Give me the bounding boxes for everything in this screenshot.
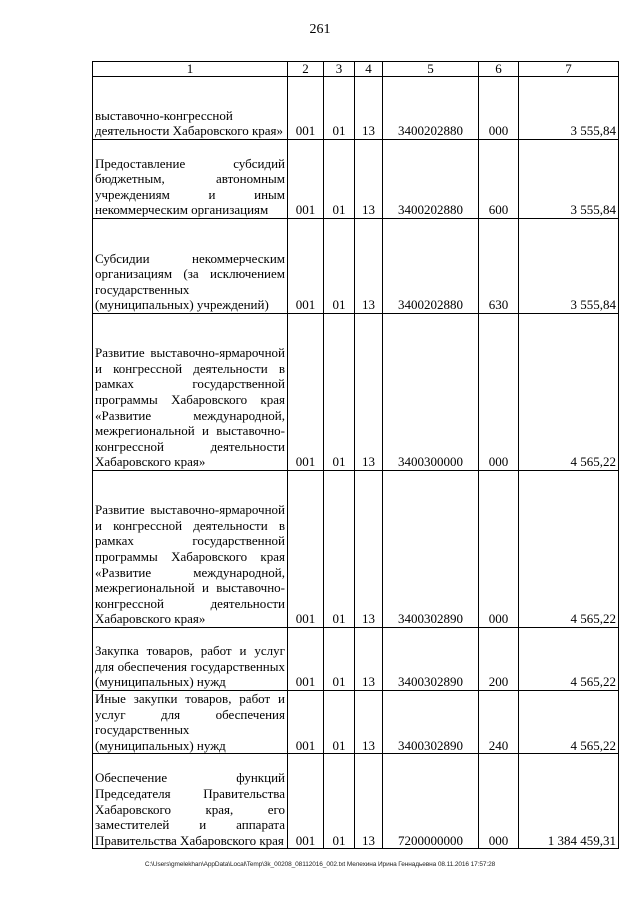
table-row — [93, 314, 619, 471]
row-name-cell: Развитие выставочно-ярмарочной и конгрессной деятельности в рамках государственной программы Хабаровского края «Развитие международной, межрегиональной и выставочно-конгрессной деятельности Хабаровского края» — [93, 314, 288, 471]
row-code-cell: 001 — [288, 219, 324, 314]
row-subsection-cell: 13 — [355, 77, 383, 140]
row-amount-cell: 4 565,22 — [519, 314, 619, 471]
row-amount-cell: 4 565,22 — [519, 628, 619, 691]
table-row — [93, 77, 619, 140]
row-name-cell: Обеспечение функций Председателя Правительства Хабаровского края, его заместителей и аппарата Правительства Хабаровского края — [93, 754, 288, 849]
table-header-row — [93, 62, 619, 77]
column-header: 3 — [324, 62, 355, 77]
row-code-cell: 001 — [288, 471, 324, 628]
row-target-cell: 3400302890 — [383, 691, 479, 754]
table-row — [93, 140, 619, 219]
row-type-cell: 000 — [479, 77, 519, 140]
row-type-cell: 630 — [479, 219, 519, 314]
row-type-cell: 000 — [479, 754, 519, 849]
row-target-cell: 3400202880 — [383, 77, 479, 140]
table-row — [93, 471, 619, 628]
table-row — [93, 628, 619, 691]
row-amount-cell: 3 555,84 — [519, 140, 619, 219]
row-subsection-cell: 13 — [355, 691, 383, 754]
row-type-cell: 240 — [479, 691, 519, 754]
file-path-footer: C:\Users\gmelekhan\AppData\Local\Temp\3k_00208_08112016_002.txt Мелехина Ирина Геннадьевна 08.11.2016 17:57:28 — [144, 861, 496, 868]
row-code-cell: 001 — [288, 77, 324, 140]
row-amount-cell: 4 565,22 — [519, 471, 619, 628]
row-section-cell: 01 — [324, 691, 355, 754]
row-code-cell: 001 — [288, 691, 324, 754]
column-header: 7 — [519, 62, 619, 77]
row-subsection-cell: 13 — [355, 628, 383, 691]
row-section-cell: 01 — [324, 471, 355, 628]
column-header: 5 — [383, 62, 479, 77]
column-header: 4 — [355, 62, 383, 77]
row-subsection-cell: 13 — [355, 754, 383, 849]
row-target-cell: 3400202880 — [383, 140, 479, 219]
row-section-cell: 01 — [324, 140, 355, 219]
row-type-cell: 600 — [479, 140, 519, 219]
row-target-cell: 7200000000 — [383, 754, 479, 849]
row-code-cell: 001 — [288, 140, 324, 219]
row-section-cell: 01 — [324, 628, 355, 691]
row-target-cell: 3400302890 — [383, 628, 479, 691]
row-target-cell: 3400300000 — [383, 314, 479, 471]
row-subsection-cell: 13 — [355, 140, 383, 219]
row-section-cell: 01 — [324, 219, 355, 314]
row-amount-cell: 3 555,84 — [519, 219, 619, 314]
row-name-cell: Субсидии некоммерческим организациям (за исключением государственных (муниципальных) учреждений) — [93, 219, 288, 314]
row-subsection-cell: 13 — [355, 314, 383, 471]
column-header: 2 — [288, 62, 324, 77]
table-row — [93, 219, 619, 314]
row-target-cell: 3400302890 — [383, 471, 479, 628]
row-amount-cell: 3 555,84 — [519, 77, 619, 140]
row-type-cell: 000 — [479, 471, 519, 628]
row-name-cell: Развитие выставочно-ярмарочной и конгрессной деятельности в рамках государственной программы Хабаровского края «Развитие международной, межрегиональной и выставочно-конгрессной деятельности Хабаровского края» — [93, 471, 288, 628]
row-code-cell: 001 — [288, 314, 324, 471]
row-amount-cell: 1 384 459,31 — [519, 754, 619, 849]
row-amount-cell: 4 565,22 — [519, 691, 619, 754]
row-section-cell: 01 — [324, 754, 355, 849]
row-subsection-cell: 13 — [355, 219, 383, 314]
row-code-cell: 001 — [288, 628, 324, 691]
budget-table — [92, 61, 619, 849]
row-section-cell: 01 — [324, 314, 355, 471]
row-code-cell: 001 — [288, 754, 324, 849]
page-number: 261 — [309, 22, 331, 37]
table-row — [93, 754, 619, 849]
row-target-cell: 3400202880 — [383, 219, 479, 314]
column-header: 1 — [93, 62, 288, 77]
row-name-cell: Иные закупки товаров, работ и услуг для обеспечения государственных (муниципальных) нужд — [93, 691, 288, 754]
row-type-cell: 000 — [479, 314, 519, 471]
row-type-cell: 200 — [479, 628, 519, 691]
table-row — [93, 691, 619, 754]
row-section-cell: 01 — [324, 77, 355, 140]
column-header: 6 — [479, 62, 519, 77]
row-name-cell: Закупка товаров, работ и услуг для обеспечения государственных (муниципальных) нужд — [93, 628, 288, 691]
row-name-cell: Предоставление субсидий бюджетным, автономным учреждениям и иным некоммерческим организациям — [93, 140, 288, 219]
row-subsection-cell: 13 — [355, 471, 383, 628]
row-name-cell: выставочно-конгрессной деятельности Хабаровского края» — [93, 77, 288, 140]
